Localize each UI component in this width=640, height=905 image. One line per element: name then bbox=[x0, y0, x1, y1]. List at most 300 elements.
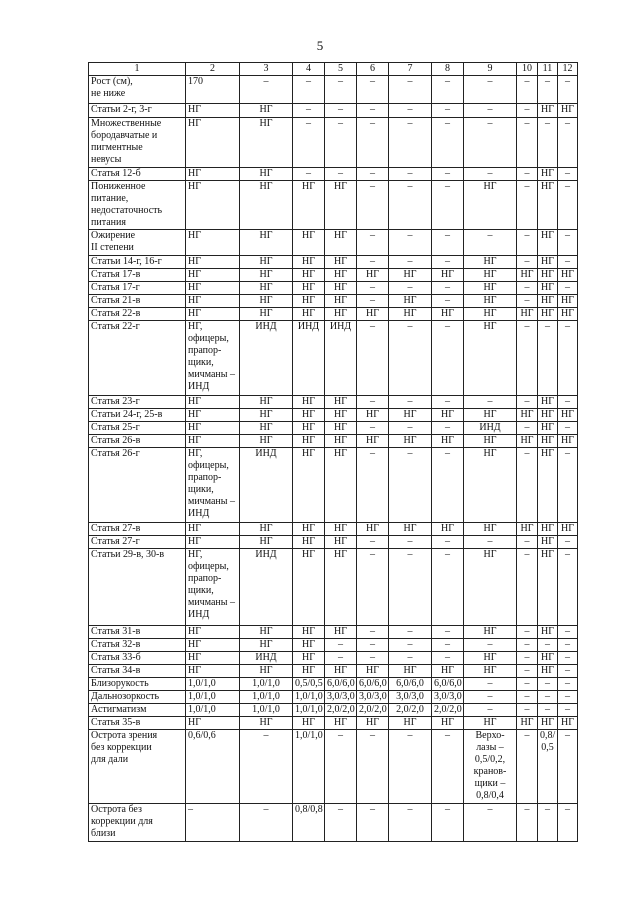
table-cell: – bbox=[517, 256, 538, 269]
table-cell: 6,0/6,0 bbox=[432, 678, 464, 691]
table-cell: – bbox=[432, 549, 464, 626]
row-label: Острота зрения без коррекции для дали bbox=[89, 730, 186, 804]
table-cell: – bbox=[389, 282, 432, 295]
table-cell: – bbox=[389, 256, 432, 269]
table-cell: – bbox=[464, 639, 517, 652]
table-cell: НГ bbox=[558, 104, 578, 118]
table-cell: – bbox=[432, 295, 464, 308]
table-row bbox=[89, 678, 578, 691]
table-cell: – bbox=[293, 76, 325, 104]
table-cell: НГ bbox=[240, 256, 293, 269]
table-cell: ИНД bbox=[240, 549, 293, 626]
table-cell: – bbox=[357, 118, 389, 168]
table-cell: НГ bbox=[293, 652, 325, 665]
table-cell: – bbox=[558, 678, 578, 691]
table-cell: НГ bbox=[357, 308, 389, 321]
table-cell: – bbox=[357, 321, 389, 396]
table-row bbox=[89, 422, 578, 435]
table-cell: НГ bbox=[558, 308, 578, 321]
table-cell: – bbox=[357, 295, 389, 308]
table-row bbox=[89, 230, 578, 256]
table-cell: – bbox=[357, 804, 389, 842]
table-cell: – bbox=[517, 730, 538, 804]
table-cell: 1,0/1,0 bbox=[293, 704, 325, 717]
table-cell: НГ bbox=[357, 665, 389, 678]
table-cell: – bbox=[558, 282, 578, 295]
table-cell: – bbox=[432, 448, 464, 523]
table-cell: – bbox=[517, 448, 538, 523]
table-cell: НГ bbox=[517, 409, 538, 422]
table-cell: 2,0/2,0 bbox=[357, 704, 389, 717]
table-cell: НГ bbox=[293, 256, 325, 269]
table-row bbox=[89, 691, 578, 704]
table-cell: 3,0/3,0 bbox=[325, 691, 357, 704]
table-cell: НГ bbox=[538, 230, 558, 256]
table-cell: – bbox=[432, 76, 464, 104]
table-cell: – bbox=[517, 804, 538, 842]
table-cell: 170 bbox=[186, 76, 240, 104]
table-cell: НГ bbox=[464, 435, 517, 448]
table-cell: НГ bbox=[464, 549, 517, 626]
table-cell: НГ bbox=[186, 396, 240, 409]
table-cell: НГ bbox=[325, 308, 357, 321]
table-row bbox=[89, 282, 578, 295]
table-cell: НГ bbox=[389, 308, 432, 321]
table-cell: НГ bbox=[186, 435, 240, 448]
table-cell: – bbox=[558, 665, 578, 678]
table-cell: – bbox=[558, 76, 578, 104]
table-cell: НГ bbox=[240, 523, 293, 536]
table-cell: НГ bbox=[186, 295, 240, 308]
table-cell: 1,0/1,0 bbox=[240, 704, 293, 717]
table-cell: НГ bbox=[389, 409, 432, 422]
row-label: Статья 21-в bbox=[89, 295, 186, 308]
table-cell: – bbox=[432, 396, 464, 409]
table-cell: НГ bbox=[538, 536, 558, 549]
table-cell: НГ bbox=[538, 717, 558, 730]
table-cell: НГ bbox=[464, 181, 517, 230]
table-row bbox=[89, 435, 578, 448]
table-cell: – bbox=[517, 118, 538, 168]
table-row bbox=[89, 704, 578, 717]
table-cell: – bbox=[517, 652, 538, 665]
table-cell: – bbox=[432, 181, 464, 230]
table-cell: НГ bbox=[538, 104, 558, 118]
table-row bbox=[89, 308, 578, 321]
row-label: Статья 26-в bbox=[89, 435, 186, 448]
row-label: Статья 25-г bbox=[89, 422, 186, 435]
table-cell: НГ bbox=[357, 435, 389, 448]
table-cell: – bbox=[325, 639, 357, 652]
table-cell: НГ bbox=[293, 422, 325, 435]
table-cell: – bbox=[389, 168, 432, 181]
table-cell: – bbox=[357, 104, 389, 118]
table-row bbox=[89, 256, 578, 269]
table-cell: НГ bbox=[538, 409, 558, 422]
table-cell: НГ bbox=[240, 269, 293, 282]
table-cell: НГ bbox=[293, 282, 325, 295]
table-cell: ИНД bbox=[325, 321, 357, 396]
table-cell: НГ bbox=[325, 256, 357, 269]
table-cell: НГ bbox=[538, 181, 558, 230]
table-cell: НГ bbox=[293, 536, 325, 549]
row-label: Пониженное питание, недостаточность питания bbox=[89, 181, 186, 230]
table-cell: НГ bbox=[517, 717, 538, 730]
table-cell: НГ bbox=[432, 665, 464, 678]
table-cell: НГ bbox=[464, 652, 517, 665]
table-cell: – bbox=[464, 804, 517, 842]
table-cell: – bbox=[389, 321, 432, 396]
header-cell: 4 bbox=[293, 63, 325, 76]
row-label: Статья 12-б bbox=[89, 168, 186, 181]
table-cell: 1,0/1,0 bbox=[293, 691, 325, 704]
table-cell: – bbox=[464, 118, 517, 168]
table-cell: – bbox=[517, 282, 538, 295]
table-cell: НГ bbox=[538, 396, 558, 409]
table-cell: – bbox=[517, 678, 538, 691]
table-cell: 0,8/0,8 bbox=[293, 804, 325, 842]
table-cell: – bbox=[357, 422, 389, 435]
table-cell: – bbox=[325, 118, 357, 168]
table-cell: 1,0/1,0 bbox=[240, 678, 293, 691]
table-cell: – bbox=[517, 321, 538, 396]
table-cell: – bbox=[517, 704, 538, 717]
table-cell: НГ bbox=[293, 396, 325, 409]
table-cell: НГ bbox=[432, 308, 464, 321]
table-cell: 2,0/2,0 bbox=[389, 704, 432, 717]
table-cell: НГ bbox=[240, 168, 293, 181]
table-cell: – bbox=[240, 76, 293, 104]
table-row bbox=[89, 168, 578, 181]
table-cell: НГ bbox=[240, 181, 293, 230]
table-cell: – bbox=[538, 804, 558, 842]
table-cell: – bbox=[325, 104, 357, 118]
table-cell: – bbox=[389, 549, 432, 626]
table-cell: – bbox=[389, 396, 432, 409]
table-cell: – bbox=[517, 691, 538, 704]
table-cell: НГ bbox=[432, 409, 464, 422]
header-cell: 8 bbox=[432, 63, 464, 76]
table-cell: НГ bbox=[432, 435, 464, 448]
table-cell: – bbox=[357, 639, 389, 652]
header-cell: 6 bbox=[357, 63, 389, 76]
table-cell: – bbox=[389, 118, 432, 168]
table-cell: – bbox=[464, 76, 517, 104]
table-cell: – bbox=[432, 730, 464, 804]
row-label: Множественные бородавчатые и пигментные невусы bbox=[89, 118, 186, 168]
table-cell: НГ bbox=[240, 295, 293, 308]
table-cell: – bbox=[389, 639, 432, 652]
table-cell: НГ bbox=[293, 295, 325, 308]
table-cell: НГ bbox=[325, 435, 357, 448]
table-cell: НГ bbox=[538, 282, 558, 295]
table-cell: – bbox=[517, 639, 538, 652]
table-cell: НГ bbox=[464, 626, 517, 639]
row-label: Статья 17-в bbox=[89, 269, 186, 282]
table-cell: НГ bbox=[186, 536, 240, 549]
table-cell: НГ, офицеры, прапор- щики, мичманы – ИНД bbox=[186, 549, 240, 626]
table-cell: НГ bbox=[558, 409, 578, 422]
table-cell: – bbox=[357, 626, 389, 639]
table-cell: НГ bbox=[293, 639, 325, 652]
table-row bbox=[89, 76, 578, 104]
header-cell: 3 bbox=[240, 63, 293, 76]
header-cell: 7 bbox=[389, 63, 432, 76]
header-cell: 1 bbox=[89, 63, 186, 76]
table-row bbox=[89, 626, 578, 639]
table-row bbox=[89, 717, 578, 730]
table-cell: ИНД bbox=[240, 652, 293, 665]
row-label: Статья 27-г bbox=[89, 536, 186, 549]
table-cell: НГ bbox=[538, 168, 558, 181]
table-cell: – bbox=[432, 652, 464, 665]
table-cell: – bbox=[389, 448, 432, 523]
table-cell: – bbox=[538, 678, 558, 691]
header-cell: 9 bbox=[464, 63, 517, 76]
table-cell: – bbox=[558, 422, 578, 435]
row-label: Статья 17-г bbox=[89, 282, 186, 295]
table-cell: 3,0/3,0 bbox=[357, 691, 389, 704]
table-row bbox=[89, 639, 578, 652]
table-cell: – bbox=[389, 104, 432, 118]
table-cell: НГ bbox=[357, 523, 389, 536]
row-label: Дальнозоркость bbox=[89, 691, 186, 704]
table-cell: – bbox=[538, 704, 558, 717]
table-cell: НГ bbox=[538, 626, 558, 639]
table-cell: – bbox=[293, 104, 325, 118]
table-cell: НГ bbox=[538, 308, 558, 321]
table-cell: НГ bbox=[186, 230, 240, 256]
table-cell: НГ bbox=[538, 435, 558, 448]
table-cell: – bbox=[432, 256, 464, 269]
table-cell: – bbox=[558, 730, 578, 804]
table-cell: 1,0/1,0 bbox=[186, 691, 240, 704]
table-cell: – bbox=[357, 168, 389, 181]
table-cell: НГ bbox=[538, 448, 558, 523]
table-cell: НГ bbox=[186, 168, 240, 181]
table-cell: – bbox=[464, 396, 517, 409]
table-cell: НГ bbox=[389, 717, 432, 730]
table-cell: НГ bbox=[240, 118, 293, 168]
row-label: Статьи 29-в, 30-в bbox=[89, 549, 186, 626]
table-cell: НГ bbox=[464, 523, 517, 536]
table-cell: НГ bbox=[432, 523, 464, 536]
table-cell: НГ bbox=[464, 256, 517, 269]
table-cell: 6,0/6,0 bbox=[389, 678, 432, 691]
table-cell: – bbox=[464, 678, 517, 691]
table-cell: НГ bbox=[464, 448, 517, 523]
table-cell: НГ bbox=[464, 321, 517, 396]
table-cell: – bbox=[558, 639, 578, 652]
table-cell: 0,5/0,5 bbox=[293, 678, 325, 691]
table-cell: – bbox=[357, 396, 389, 409]
table-cell: НГ bbox=[325, 295, 357, 308]
table-cell: НГ bbox=[293, 230, 325, 256]
table-cell: – bbox=[517, 104, 538, 118]
table-cell: НГ bbox=[186, 409, 240, 422]
table-cell: НГ bbox=[432, 717, 464, 730]
table-cell: – bbox=[464, 704, 517, 717]
table-cell: НГ bbox=[293, 181, 325, 230]
table-cell: 1,0/1,0 bbox=[293, 730, 325, 804]
row-label: Статьи 24-г, 25-в bbox=[89, 409, 186, 422]
table-cell: НГ bbox=[464, 717, 517, 730]
table-cell: НГ bbox=[464, 665, 517, 678]
table-cell: 2,0/2,0 bbox=[325, 704, 357, 717]
table-cell: – bbox=[293, 168, 325, 181]
table-cell: НГ bbox=[293, 409, 325, 422]
table-cell: НГ bbox=[389, 523, 432, 536]
row-label: Астигматизм bbox=[89, 704, 186, 717]
table-cell: 6,0/6,0 bbox=[357, 678, 389, 691]
table-cell: – bbox=[389, 730, 432, 804]
table-cell: НГ bbox=[293, 435, 325, 448]
table-cell: НГ bbox=[538, 422, 558, 435]
table-cell: – bbox=[517, 76, 538, 104]
table-cell: НГ bbox=[186, 422, 240, 435]
table-cell: НГ bbox=[538, 652, 558, 665]
table-row bbox=[89, 730, 578, 804]
table-cell: ИНД bbox=[464, 422, 517, 435]
table-row bbox=[89, 409, 578, 422]
table-cell: НГ bbox=[464, 269, 517, 282]
table-cell: НГ, офицеры, прапор- щики, мичманы – ИНД bbox=[186, 448, 240, 523]
table-cell: НГ bbox=[558, 435, 578, 448]
table-cell: – bbox=[538, 691, 558, 704]
table-cell: НГ bbox=[240, 230, 293, 256]
table-cell: НГ bbox=[240, 104, 293, 118]
table-cell: НГ bbox=[325, 269, 357, 282]
row-label: Статья 23-г bbox=[89, 396, 186, 409]
row-label: Острота без коррекции для близи bbox=[89, 804, 186, 842]
table-cell: – bbox=[538, 118, 558, 168]
page-number: 5 bbox=[316, 38, 324, 53]
row-label: Статья 32-в bbox=[89, 639, 186, 652]
table-cell: – bbox=[517, 536, 538, 549]
row-label: Статьи 14-г, 16-г bbox=[89, 256, 186, 269]
table-row bbox=[89, 804, 578, 842]
table-cell: – bbox=[517, 549, 538, 626]
table-cell: НГ bbox=[517, 523, 538, 536]
table-cell: – bbox=[389, 804, 432, 842]
table-cell: НГ bbox=[240, 639, 293, 652]
table-cell: – bbox=[517, 230, 538, 256]
table-cell: – bbox=[517, 422, 538, 435]
table-cell: НГ bbox=[325, 230, 357, 256]
table-cell: – bbox=[325, 652, 357, 665]
table-cell: – bbox=[325, 730, 357, 804]
requirements-table bbox=[88, 62, 578, 842]
table-cell: ИНД bbox=[293, 321, 325, 396]
table-cell: – bbox=[357, 181, 389, 230]
header-row bbox=[89, 63, 578, 76]
table-cell: – bbox=[538, 321, 558, 396]
table-cell: – bbox=[432, 321, 464, 396]
table-cell: НГ bbox=[293, 549, 325, 626]
table-cell: НГ bbox=[240, 308, 293, 321]
header-cell: 2 bbox=[186, 63, 240, 76]
table-cell: НГ bbox=[186, 665, 240, 678]
table-cell: – bbox=[517, 396, 538, 409]
table-cell: НГ bbox=[293, 269, 325, 282]
table-cell: – bbox=[558, 536, 578, 549]
table-cell: НГ bbox=[389, 665, 432, 678]
table-cell: – bbox=[517, 665, 538, 678]
table-cell: НГ bbox=[293, 448, 325, 523]
table-cell: – bbox=[464, 691, 517, 704]
table-cell: НГ bbox=[186, 626, 240, 639]
table-cell: НГ bbox=[240, 536, 293, 549]
table-cell: НГ bbox=[558, 523, 578, 536]
table-cell: – bbox=[558, 448, 578, 523]
header-cell: 5 bbox=[325, 63, 357, 76]
table-cell: НГ bbox=[538, 665, 558, 678]
table-cell: НГ bbox=[293, 665, 325, 678]
table-row bbox=[89, 549, 578, 626]
table-row bbox=[89, 665, 578, 678]
header-cell: 10 bbox=[517, 63, 538, 76]
table-row bbox=[89, 181, 578, 230]
table-row bbox=[89, 104, 578, 118]
table-cell: – bbox=[389, 626, 432, 639]
table-cell: – bbox=[558, 652, 578, 665]
table-row bbox=[89, 321, 578, 396]
table-cell: НГ bbox=[240, 422, 293, 435]
table-cell: – bbox=[186, 804, 240, 842]
table-cell: НГ bbox=[517, 435, 538, 448]
table-row bbox=[89, 536, 578, 549]
table-cell: – bbox=[558, 691, 578, 704]
table-cell: – bbox=[464, 104, 517, 118]
table-cell: – bbox=[517, 295, 538, 308]
table-cell: НГ bbox=[186, 256, 240, 269]
table-cell: – bbox=[558, 704, 578, 717]
table-cell: НГ bbox=[538, 523, 558, 536]
table-cell: НГ bbox=[240, 396, 293, 409]
table-cell: НГ bbox=[325, 536, 357, 549]
table-cell: НГ bbox=[186, 652, 240, 665]
table-cell: – bbox=[389, 181, 432, 230]
table-cell: НГ bbox=[538, 295, 558, 308]
table-cell: НГ bbox=[389, 269, 432, 282]
row-label: Статья 22-г bbox=[89, 321, 186, 396]
table-cell: – bbox=[464, 230, 517, 256]
table-cell: НГ bbox=[186, 181, 240, 230]
table-cell: – bbox=[432, 104, 464, 118]
table-cell: – bbox=[558, 396, 578, 409]
row-label: Статья 27-в bbox=[89, 523, 186, 536]
table-cell: НГ bbox=[325, 549, 357, 626]
row-label: Близорукость bbox=[89, 678, 186, 691]
table-cell: НГ bbox=[389, 295, 432, 308]
table-cell: НГ bbox=[240, 435, 293, 448]
table-cell: НГ bbox=[186, 118, 240, 168]
table-row bbox=[89, 269, 578, 282]
table-cell: – bbox=[432, 639, 464, 652]
table-cell: НГ bbox=[357, 409, 389, 422]
table-cell: НГ bbox=[357, 717, 389, 730]
row-label: Ожирение II степени bbox=[89, 230, 186, 256]
table-cell: 1,0/1,0 bbox=[186, 678, 240, 691]
table-cell: НГ bbox=[558, 269, 578, 282]
table-cell: НГ bbox=[517, 269, 538, 282]
table-cell: – bbox=[517, 626, 538, 639]
table-cell: – bbox=[432, 536, 464, 549]
table-cell: – bbox=[240, 730, 293, 804]
table-cell: НГ bbox=[558, 295, 578, 308]
table-cell: – bbox=[389, 536, 432, 549]
table-cell: – bbox=[538, 639, 558, 652]
